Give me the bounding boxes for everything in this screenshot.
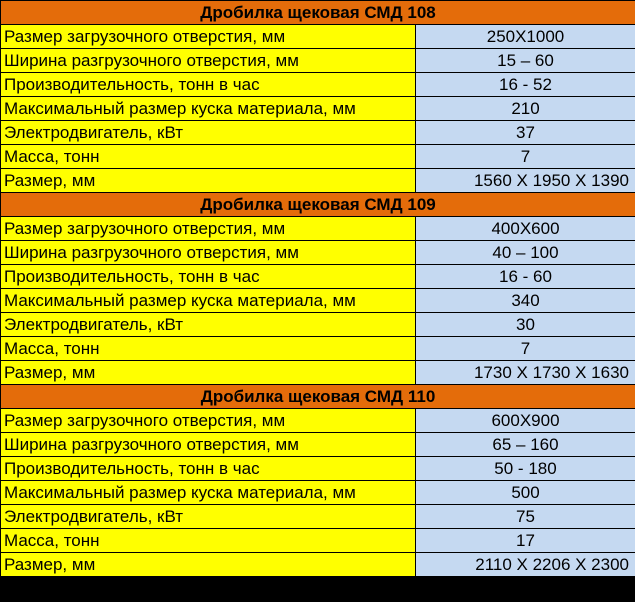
section-header-row xyxy=(1,385,635,409)
spec-value: 1730 Х 1730 Х 1630 xyxy=(416,361,635,385)
spec-value: 340 xyxy=(416,289,635,313)
table-row xyxy=(1,265,635,289)
table-row xyxy=(1,409,635,433)
table-row xyxy=(1,529,635,553)
spec-label: Размер, мм xyxy=(1,361,416,385)
spec-label: Размер, мм xyxy=(1,553,416,577)
table-row xyxy=(1,49,635,73)
table-row xyxy=(1,145,635,169)
spec-label: Производительность, тонн в час xyxy=(1,265,416,289)
spec-value: 210 xyxy=(416,97,635,121)
table-row xyxy=(1,505,635,529)
spec-label: Размер, мм xyxy=(1,169,416,193)
table-row xyxy=(1,217,635,241)
spec-value: 75 xyxy=(416,505,635,529)
table-row xyxy=(1,289,635,313)
table-row xyxy=(1,553,635,577)
spec-label: Ширина разгрузочного отверстия, мм xyxy=(1,49,416,73)
table-row xyxy=(1,361,635,385)
spec-value: 500 xyxy=(416,481,635,505)
spec-value: 17 xyxy=(416,529,635,553)
table-row xyxy=(1,97,635,121)
spec-label: Ширина разгрузочного отверстия, мм xyxy=(1,433,416,457)
spec-label: Масса, тонн xyxy=(1,529,416,553)
spec-value: 2110 Х 2206 Х 2300 xyxy=(416,553,635,577)
table-row xyxy=(1,457,635,481)
spec-label: Максимальный размер куска материала, мм xyxy=(1,481,416,505)
spec-value: 1560 Х 1950 Х 1390 xyxy=(416,169,635,193)
table-row xyxy=(1,481,635,505)
section-header-row xyxy=(1,1,635,25)
spec-value: 16 - 52 xyxy=(416,73,635,97)
spec-value: 7 xyxy=(416,337,635,361)
spec-value: 400Х600 xyxy=(416,217,635,241)
table-row xyxy=(1,337,635,361)
section-title: Дробилка щековая СМД 110 xyxy=(1,385,635,409)
spec-value: 600Х900 xyxy=(416,409,635,433)
spec-value: 50 - 180 xyxy=(416,457,635,481)
spec-value: 7 xyxy=(416,145,635,169)
spec-label: Ширина разгрузочного отверстия, мм xyxy=(1,241,416,265)
table-row xyxy=(1,241,635,265)
spec-value: 65 – 160 xyxy=(416,433,635,457)
table-row xyxy=(1,433,635,457)
spec-label: Электродвигатель, кВт xyxy=(1,505,416,529)
spec-label: Электродвигатель, кВт xyxy=(1,121,416,145)
spec-value: 250Х1000 xyxy=(416,25,635,49)
spec-value: 16 - 60 xyxy=(416,265,635,289)
spec-label: Максимальный размер куска материала, мм xyxy=(1,289,416,313)
spec-label: Размер загрузочного отверстия, мм xyxy=(1,217,416,241)
section-title: Дробилка щековая СМД 109 xyxy=(1,193,635,217)
table-row xyxy=(1,73,635,97)
table-row xyxy=(1,313,635,337)
table-row xyxy=(1,169,635,193)
spec-value: 40 – 100 xyxy=(416,241,635,265)
table-row xyxy=(1,121,635,145)
spec-value: 15 – 60 xyxy=(416,49,635,73)
spec-label: Производительность, тонн в час xyxy=(1,73,416,97)
spec-label: Размер загрузочного отверстия, мм xyxy=(1,25,416,49)
section-header-row xyxy=(1,193,635,217)
spec-value: 30 xyxy=(416,313,635,337)
spec-label: Максимальный размер куска материала, мм xyxy=(1,97,416,121)
table-row xyxy=(1,25,635,49)
spec-label: Масса, тонн xyxy=(1,337,416,361)
spec-label: Масса, тонн xyxy=(1,145,416,169)
spec-value: 37 xyxy=(416,121,635,145)
section-title: Дробилка щековая СМД 108 xyxy=(1,1,635,25)
spec-label: Размер загрузочного отверстия, мм xyxy=(1,409,416,433)
spec-label: Электродвигатель, кВт xyxy=(1,313,416,337)
spec-label: Производительность, тонн в час xyxy=(1,457,416,481)
